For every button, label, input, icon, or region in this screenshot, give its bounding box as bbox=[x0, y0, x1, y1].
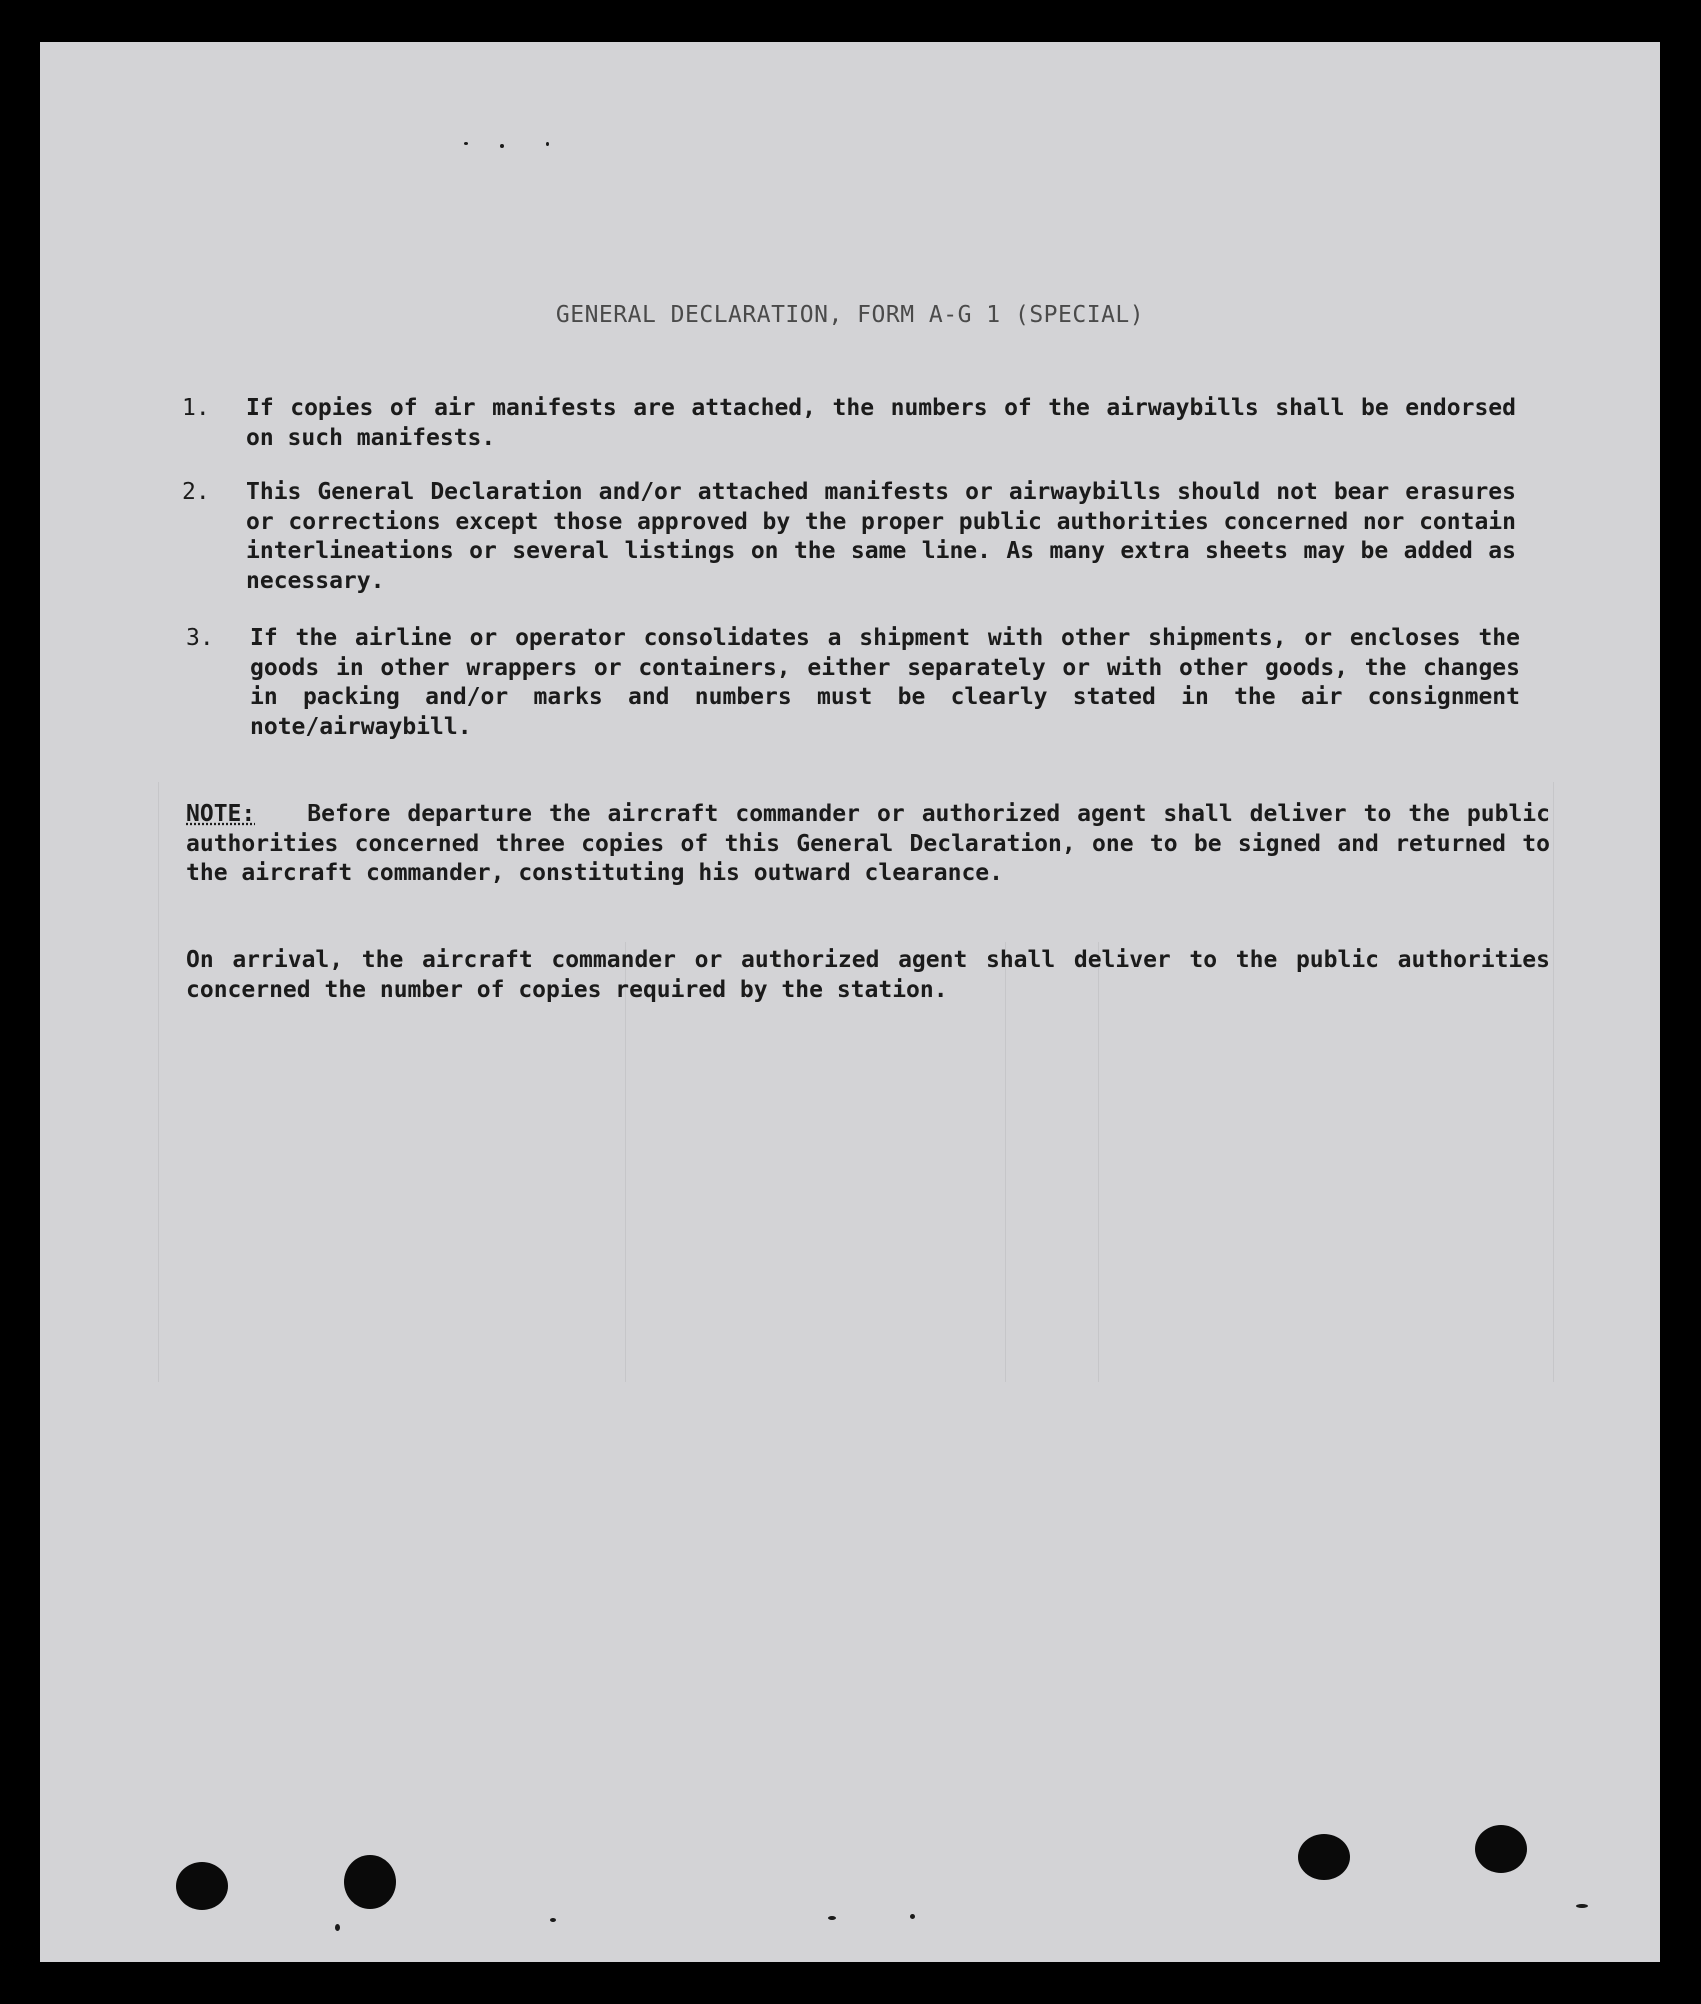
punch-hole bbox=[1475, 1825, 1527, 1873]
note-text: Before departure the aircraft commander or authorized agent shall deliver to the public authorities concerned three copies of this General Declaration, one to be signed and returned to the aircraft commander, constituting his outward clearance. bbox=[186, 801, 1550, 886]
ink-speck bbox=[550, 1918, 556, 1922]
show-through-line bbox=[1098, 942, 1099, 1382]
ink-speck bbox=[546, 142, 549, 146]
ink-speck bbox=[335, 1924, 340, 1931]
punch-hole bbox=[176, 1862, 228, 1910]
punch-hole bbox=[1298, 1834, 1350, 1880]
ink-speck bbox=[464, 142, 468, 145]
ink-speck bbox=[1576, 1904, 1588, 1908]
show-through-line bbox=[1005, 942, 1006, 1382]
ink-speck bbox=[828, 1916, 836, 1920]
show-through-line bbox=[1553, 782, 1554, 1382]
show-through-line bbox=[158, 782, 159, 1382]
arrival-paragraph: On arrival, the aircraft commander or authorized agent shall deliver to the public authorities concerned the number of copies required by the station. bbox=[186, 947, 1550, 1003]
ink-speck bbox=[500, 144, 504, 148]
note-label: NOTE: bbox=[186, 801, 256, 827]
form-title: GENERAL DECLARATION, FORM A-G 1 (SPECIAL) bbox=[555, 302, 1145, 328]
document-sheet bbox=[40, 42, 1660, 1962]
show-through-line bbox=[625, 942, 626, 1382]
punch-hole bbox=[344, 1855, 396, 1909]
item-text: This General Declaration and/or attached manifests or airwaybills should not bear erasures or corrections except those approved by the proper public authorities concerned nor contain interlineations or several listings on the same line. As many extra sheets may be added as necessary. bbox=[246, 479, 1516, 594]
ink-speck bbox=[910, 1914, 915, 1919]
item-number: 2. bbox=[182, 479, 210, 505]
item-text: If copies of air manifests are attached, the numbers of the airwaybills shall be endorsed on such manifests. bbox=[246, 395, 1516, 451]
item-text: If the airline or operator consolidates a shipment with other shipments, or encloses the goods in other wrappers or containers, either separately or with other goods, the changes in packing and/or marks and numbers must be clearly stated in the air consignment note/airwaybill. bbox=[250, 625, 1520, 740]
item-number: 1. bbox=[182, 395, 210, 421]
item-number: 3. bbox=[186, 625, 214, 651]
note-paragraph bbox=[186, 800, 1550, 889]
